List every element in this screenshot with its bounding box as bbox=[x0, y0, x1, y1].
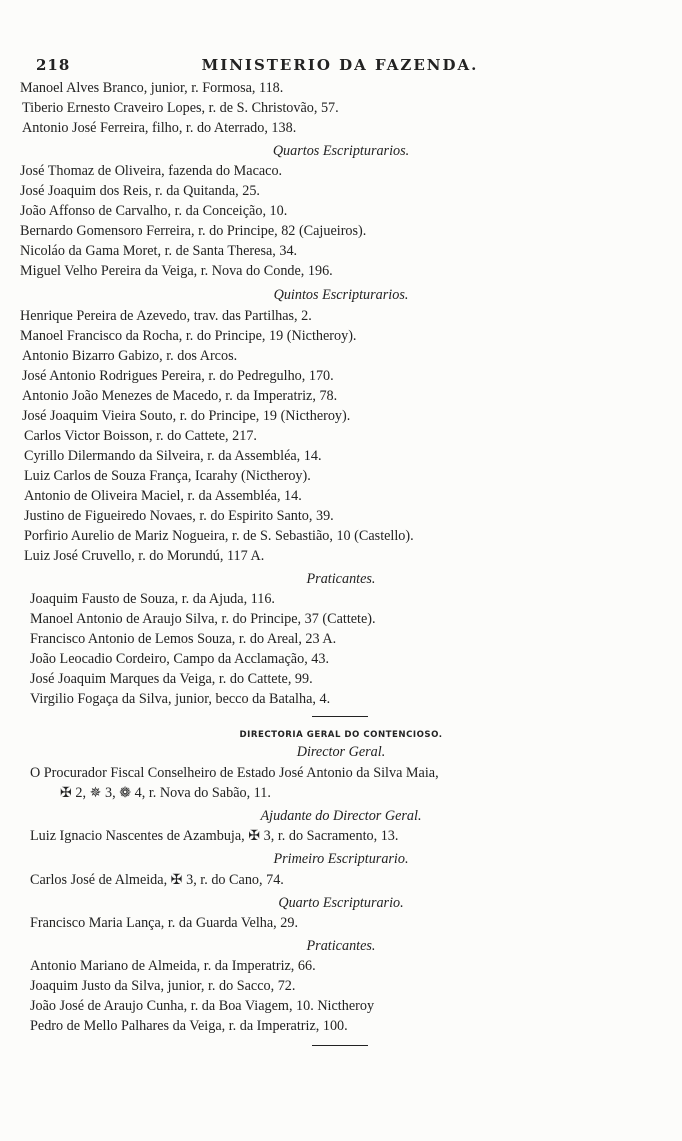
staff-entry: Tiberio Ernesto Craveiro Lopes, r. de S. Christovão, 57. bbox=[22, 100, 339, 116]
staff-entry: O Procurador Fiscal Conselheiro de Estado José Antonio da Silva Maia, bbox=[30, 765, 439, 781]
staff-entry: Nicoláo da Gama Moret, r. de Santa Theresa, 34. bbox=[20, 243, 298, 259]
staff-entry: Francisco Antonio de Lemos Souza, r. do Areal, 23 A. bbox=[30, 631, 337, 647]
staff-entry: Luiz José Cruvello, r. do Morundú, 117 A. bbox=[24, 548, 265, 564]
staff-entry: Francisco Maria Lança, r. da Guarda Velha, 29. bbox=[30, 915, 299, 931]
heading-primeiro-escripturario: Primeiro Escripturario. bbox=[273, 851, 409, 867]
staff-entry: Miguel Velho Pereira da Veiga, r. Nova do Conde, 196. bbox=[20, 263, 333, 279]
page-header bbox=[20, 56, 660, 76]
heading-quintos-escripturarios: Quintos Escripturarios. bbox=[273, 287, 409, 303]
staff-entry: Antonio Mariano de Almeida, r. da Imperatriz, 66. bbox=[30, 958, 316, 974]
heading-quarto-escripturario: Quarto Escripturario. bbox=[278, 895, 404, 911]
staff-entry: José Thomaz de Oliveira, fazenda do Macaco. bbox=[20, 163, 283, 179]
staff-entry: Antonio de Oliveira Maciel, r. da Assembléa, 14. bbox=[24, 488, 302, 504]
page-title: MINISTERIO DA FAZENDA. bbox=[201, 56, 479, 74]
staff-entry: Henrique Pereira de Azevedo, trav. das Partilhas, 2. bbox=[20, 308, 312, 324]
staff-entry: João Leocadio Cordeiro, Campo da Acclamação, 43. bbox=[30, 651, 330, 667]
staff-entry: Manoel Alves Branco, junior, r. Formosa, 118. bbox=[20, 80, 284, 96]
section-divider bbox=[312, 716, 368, 717]
staff-entry: Luiz Ignacio Nascentes de Azambuja, ✠ 3, r. do Sacramento, 13. bbox=[30, 828, 399, 844]
staff-entry: Antonio José Ferreira, filho, r. do Aterrado, 138. bbox=[22, 120, 297, 136]
staff-entry: Porfirio Aurelio de Mariz Nogueira, r. de S. Sebastião, 10 (Castello). bbox=[24, 528, 414, 544]
staff-entry: José Joaquim Vieira Souto, r. do Principe, 19 (Nictheroy). bbox=[22, 408, 351, 424]
section-divider bbox=[312, 1045, 368, 1046]
staff-entry: Bernardo Gomensoro Ferreira, r. do Principe, 82 (Cajueiros). bbox=[20, 223, 367, 239]
staff-entry: Joaquim Fausto de Souza, r. da Ajuda, 116. bbox=[30, 591, 275, 607]
staff-entry: ✠ 2, ✵ 3, ❁ 4, r. Nova do Sabão, 11. bbox=[60, 785, 271, 801]
heading-praticantes: Praticantes. bbox=[306, 571, 376, 587]
section-title: DIRECTORIA GERAL DO CONTENCIOSO. bbox=[239, 730, 443, 740]
heading-ajudante: Ajudante do Director Geral. bbox=[260, 808, 422, 824]
staff-entry: João Affonso de Carvalho, r. da Conceição, 10. bbox=[20, 203, 288, 219]
staff-entry: Manoel Francisco da Rocha, r. do Principe, 19 (Nictheroy). bbox=[20, 328, 357, 344]
staff-entry: Antonio João Menezes de Macedo, r. da Imperatriz, 78. bbox=[22, 388, 338, 404]
staff-entry: Manoel Antonio de Araujo Silva, r. do Principe, 37 (Cattete). bbox=[30, 611, 376, 627]
staff-entry: José Antonio Rodrigues Pereira, r. do Pedregulho, 170. bbox=[22, 368, 334, 384]
staff-entry: Virgilio Fogaça da Silva, junior, becco da Batalha, 4. bbox=[30, 691, 331, 707]
staff-entry: Luiz Carlos de Souza França, Icarahy (Nictheroy). bbox=[24, 468, 311, 484]
page-number: 218 bbox=[36, 56, 71, 74]
staff-entry: João José de Araujo Cunha, r. da Boa Viagem, 10. Nictheroy bbox=[30, 998, 375, 1014]
staff-entry: Joaquim Justo da Silva, junior, r. do Sacco, 72. bbox=[30, 978, 296, 994]
staff-entry: José Joaquim Marques da Veiga, r. do Cattete, 99. bbox=[30, 671, 313, 687]
staff-entry: Pedro de Mello Palhares da Veiga, r. da Imperatriz, 100. bbox=[30, 1018, 348, 1034]
staff-entry: Antonio Bizarro Gabizo, r. dos Arcos. bbox=[22, 348, 238, 364]
staff-entry: Carlos José de Almeida, ✠ 3, r. do Cano, 74. bbox=[30, 872, 284, 888]
staff-entry: José Joaquim dos Reis, r. da Quitanda, 25. bbox=[20, 183, 260, 199]
heading-quartos-escripturarios: Quartos Escripturarios. bbox=[272, 143, 410, 159]
heading-director-geral: Director Geral. bbox=[296, 744, 386, 760]
staff-entry: Cyrillo Dilermando da Silveira, r. da Assembléa, 14. bbox=[24, 448, 322, 464]
heading-praticantes: Praticantes. bbox=[306, 938, 376, 954]
staff-entry: Justino de Figueiredo Novaes, r. do Espirito Santo, 39. bbox=[24, 508, 334, 524]
staff-entry: Carlos Victor Boisson, r. do Cattete, 217. bbox=[24, 428, 257, 444]
